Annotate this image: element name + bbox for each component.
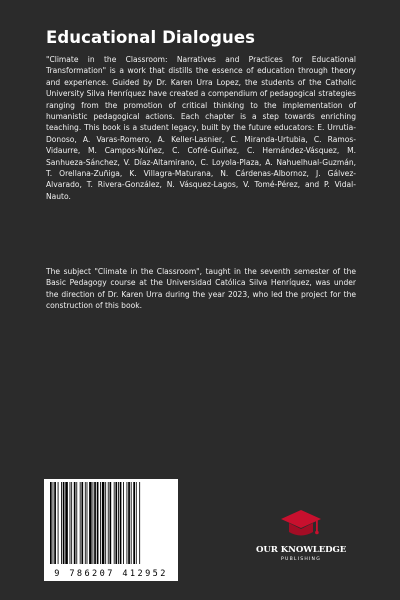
- barcode-bar: [89, 482, 92, 564]
- graduation-cap-icon: [280, 508, 322, 542]
- barcode-bar: [50, 482, 52, 564]
- barcode-bar: [139, 482, 140, 564]
- barcode-bar: [115, 482, 117, 564]
- barcode-bar: [85, 482, 86, 564]
- barcode-bar: [128, 482, 130, 564]
- barcode-bar: [118, 482, 119, 564]
- barcode-bar: [87, 482, 88, 564]
- barcode-bar: [131, 482, 132, 564]
- barcode-bar: [136, 482, 137, 564]
- barcode-bar: [76, 482, 77, 564]
- barcode-bar: [71, 482, 72, 564]
- barcode-bar: [102, 482, 105, 564]
- isbn-barcode: [44, 479, 178, 581]
- barcode-bar: [100, 482, 101, 564]
- isbn-number: 9 786207 412952: [54, 569, 168, 579]
- barcode-bar: [127, 482, 128, 564]
- book-title: Educational Dialogues: [46, 28, 256, 47]
- barcode-bar: [61, 482, 62, 564]
- barcode-bar: [81, 482, 83, 564]
- publisher-logo: [256, 508, 346, 570]
- barcode-bar: [94, 482, 96, 564]
- barcode-bar: [65, 482, 68, 564]
- barcode-bar: [133, 482, 135, 564]
- barcode-bar: [74, 482, 76, 564]
- barcode-bar: [110, 482, 112, 564]
- barcode-bar: [114, 482, 115, 564]
- barcode-bar: [70, 482, 71, 564]
- barcode-bar: [54, 482, 56, 564]
- barcode-bar: [53, 482, 54, 564]
- barcode-bar: [105, 482, 106, 564]
- barcode-bar: [80, 482, 81, 564]
- publisher-name: OUR KNOWLEDGE: [256, 545, 347, 555]
- barcode-bar: [93, 482, 94, 564]
- book-blurb: "Climate in the Classroom: Narratives and Practices for Educational Transformation" is a work that distills the essence of education through theory and experience. Guided by Dr. Karen Urra Lopez, the students of the Catholic University Silva Henríquez have created a compendium of pedagogical strategies ranging from the promotion of critical thinking to the implementation of humanistic pedagogical actions. Each chapter is a step towards enriching teaching. This book is a student legacy, built by the future educators: E. Urrutia-Donoso, A. Varas-Romero, A. Keller-Lasnier, C. Miranda-Urtubia, C. Ramos-Vidaurre, M. Campos-Núñez, C. Cofré-Guiñez, C. Hernández-Vásquez, M. Sanhueza-Sánchez, V. Díaz-Altamirano, C. Loyola-Plaza, A. Nahuelhual-Guzmán, T. Orellana-Zuñiga, K. Villagra-Maturana, N. Cárdenas-Albornoz, J. Gálvez-Alvarado, T. Rivera-González, N. Vásquez-Lagos, V. Tomé-Pérez, and P. Vidal-Nauto.: [46, 55, 356, 201]
- barcode-bar: [108, 482, 109, 564]
- course-note: The subject "Climate in the Classroom", taught in the seventh semester of the Basic Pedagogy course at the Universidad Católica Silva Henríquez, was under the direction of Dr. Karen Urra during the year 2023, who led the project for the construction of this book.: [46, 267, 356, 311]
- barcode-bar: [123, 482, 124, 564]
- publisher-subtitle: PUBLISHING: [281, 557, 321, 562]
- barcode-bar: [97, 482, 99, 564]
- barcode-bar: [58, 482, 59, 564]
- barcode-bar: [63, 482, 65, 564]
- barcode-bar: [120, 482, 122, 564]
- barcode-bars: [49, 482, 173, 564]
